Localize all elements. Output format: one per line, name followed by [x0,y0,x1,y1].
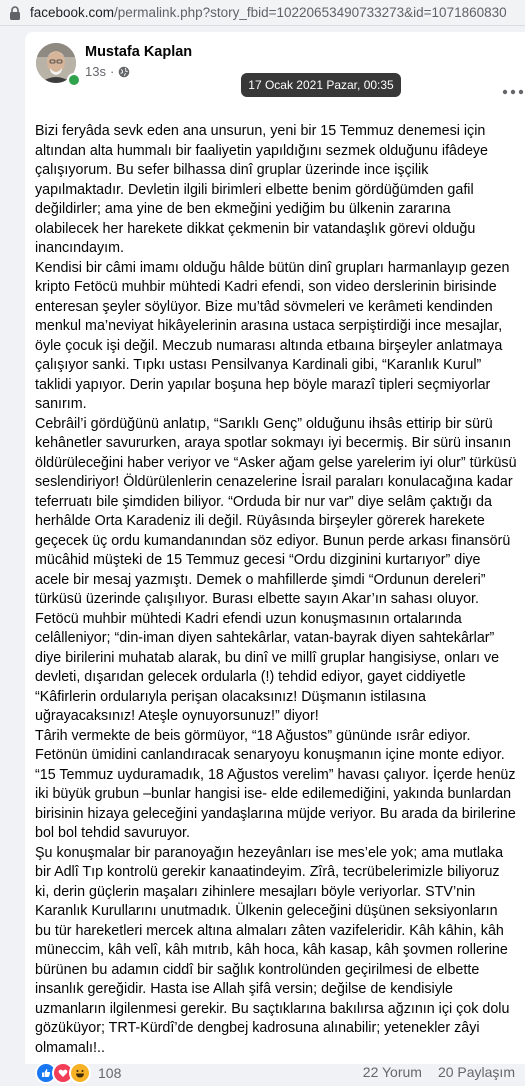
post-card [25,32,525,1081]
post-paragraph: Kendisi bir câmi imamı olduğu hâlde bütün dinî grupları harmanlayıp gezen kripto Fetöcü muhbir mühtedi Kadri efendi, son video derslerinin birisinde enteresan şeyler söylüyor. Bize mu’tâd sövmeleri ve kerâmeti kendinden menkul ma’neviyat hikâyelerinin arasına ustaca serpiştirdiği ince mesajlar, öyle çocuk işi değil. Meczub numarası altında etbaına birşeyler anlatmaya çalışıyor sanki. Tıpkı ustası Pensilvanya Kardinali gibi, “Karanlık Kurul” taklidi yapıyor. Derin yapılar boşuna hep böyle marazî tipleri seçmiyorlar sanırım. [35,259,510,412]
online-status-dot [67,73,81,87]
haha-icon [69,1062,91,1084]
meta-separator: · [109,64,115,79]
post-paragraph: Fetöcü muhbir mühtedi Kadri efendi uzun konuşmasının ortalarında celâlleniyor; “din-iman diyen sahtekârlar, vatan-bayrak diyen sahtekârlar” diye birilerini muhatab alarak, bu dinî ve millî gruplar hangisiyse, onları ve devleti, dışarıdan gelecek ordularla (!) tehdid ediyor, gayet ciddiyetle “Kâfirlerin ordularıyla perişan olacaksınız! Düşmanın istilasına uğrayacaksınız! Ateşle oynuyorsunuz!” diyor! [35,610,500,724]
post-body [35,122,517,1058]
post-paragraph: Târih vermekte de beis görmüyor, “18 Ağustos” gününde ısrâr ediyor. Fetönün ümidini canlandıracak senaryoyu konuşmanın içine monte ediyor. “15 Temmuz uyduramadık, 18 Ağustos verelim” havası çalıyor. İçerde henüz iki büyük grubun –bunlar hangisi ise- elde edilemediğini, yakında bunlardan birisinin hizaya geleceğini yandaşlarına müjde veriyor. Bu arada da birilerine bol bol tehdid savuruyor. [35,727,516,841]
url-path: /permalink.php?story_fbid=10220653490733273&id=1071860830 [114,5,507,20]
post-time[interactable]: 13s [85,64,106,79]
author-name[interactable]: Mustafa Kaplan [85,44,193,60]
url-host: facebook.com [30,5,115,20]
reaction-bar [35,1062,515,1086]
browser-address-bar[interactable] [0,0,525,26]
lock-icon [8,5,22,21]
comments-count[interactable]: 22 Yorum [362,1064,422,1080]
reaction-count: 108 [98,1065,122,1081]
shares-count[interactable]: 20 Paylaşım [437,1064,515,1080]
engagement-stats [363,1064,515,1080]
url-text[interactable] [30,5,519,20]
reactions-summary[interactable] [35,1062,121,1084]
more-horizontal-icon[interactable] [501,84,525,100]
post-paragraph: Bizi feryâda sevk eden ana unsurun, yeni bir 15 Temmuz denemesi için altından alta hummalı bir faaliyetin yapıldığını sezmek olduğunu ifâdeye çalışıyorum. Bu sefer bilhassa dinî gruplar üzerinde ince işçilik yapılmaktadır. Devletin ilgili birimleri elbette benim gördüğümden gafil değildirler; ama yine de ben ekmeğini yediğim bu ülkenin zararına olabilecek her harekete dikkat çekmenin bir vatandaşlık görevi olduğu inancındayım. [35,123,489,256]
post-paragraph: Cebrâil’i gördüğünü anlatıp, “Sarıklı Genç” olduğunu ihsâs ettirip bir sürü kehânetler savururken, araya spotlar sokmayı iyi becermiş. Bir sürü insanın öldürüleceğini haber veriyor ve “Asker ağam gelse yarelerim iyi olur” türküsü seslendiriyor! Öldürülenlerin cenazelerine İsrail paraları konulacağına kadar teferruatı bile şimdiden biliyor. “Orduda bir nur var” diye selâm çaktığı da herhâlde Orta Karadeniz ili değil. Rüyâsında birşeyler görerek harekete geçecek üç ordu kumandanından söz ediyor. Bunun perde arkası finansörü mücâhid müşteki de 15 Temmuz gecesi “Ordu dizginini kurtarıyor” diye acele bir mesaj yazmıştı. Demek o mahfillerde şimdi “Ordunun dereleri” türküsü üzerinde çalışılıyor. Burası elbette sayın Akar’ın sahası oluyor. [35,415,517,607]
timestamp-tooltip: 17 Ocak 2021 Pazar, 00:35 [241,73,401,97]
post-meta [85,64,130,79]
globe-icon [118,66,130,78]
post-paragraph: Şu konuşmalar bir paranoyağın hezeyânları ise mes’ele yok; ama mutlaka bir Adlî Tıp kontrolü gerekir kanaatindeyim. Zîrâ, tecrübelerimizle biliyoruz ki, derin güçlerin maşaları zihinlere mesajları böyle veriyorlar. STV’nin Karanlık Kurullarını unutmadık. Ülkenin geleceğini düşünen seksiyonların bu tür hareketleri mercek altına almaları zâten vazifeleridir. Kâh kâhin, kâh müneccim, kâh velî, kâh mıtrıb, kâh hoca, kâh kasap, kâh şovmen rollerine bürünen bu adamın ciddî bir sağlık kontrolünden geçirilmesi de elbette insanlık gereğidir. Hasta ise Allah şifâ versin; değilse de kendisiyle uzmanların ilgilenmesi gerekir. Bu saçtıklarına bakılırsa ağzının içi çok dolu gözüküyor; TRT-Kürdî’de dengbej kadrosuna alınabilir; yetenekler zâyi olmamalı!.. [35,844,510,1056]
